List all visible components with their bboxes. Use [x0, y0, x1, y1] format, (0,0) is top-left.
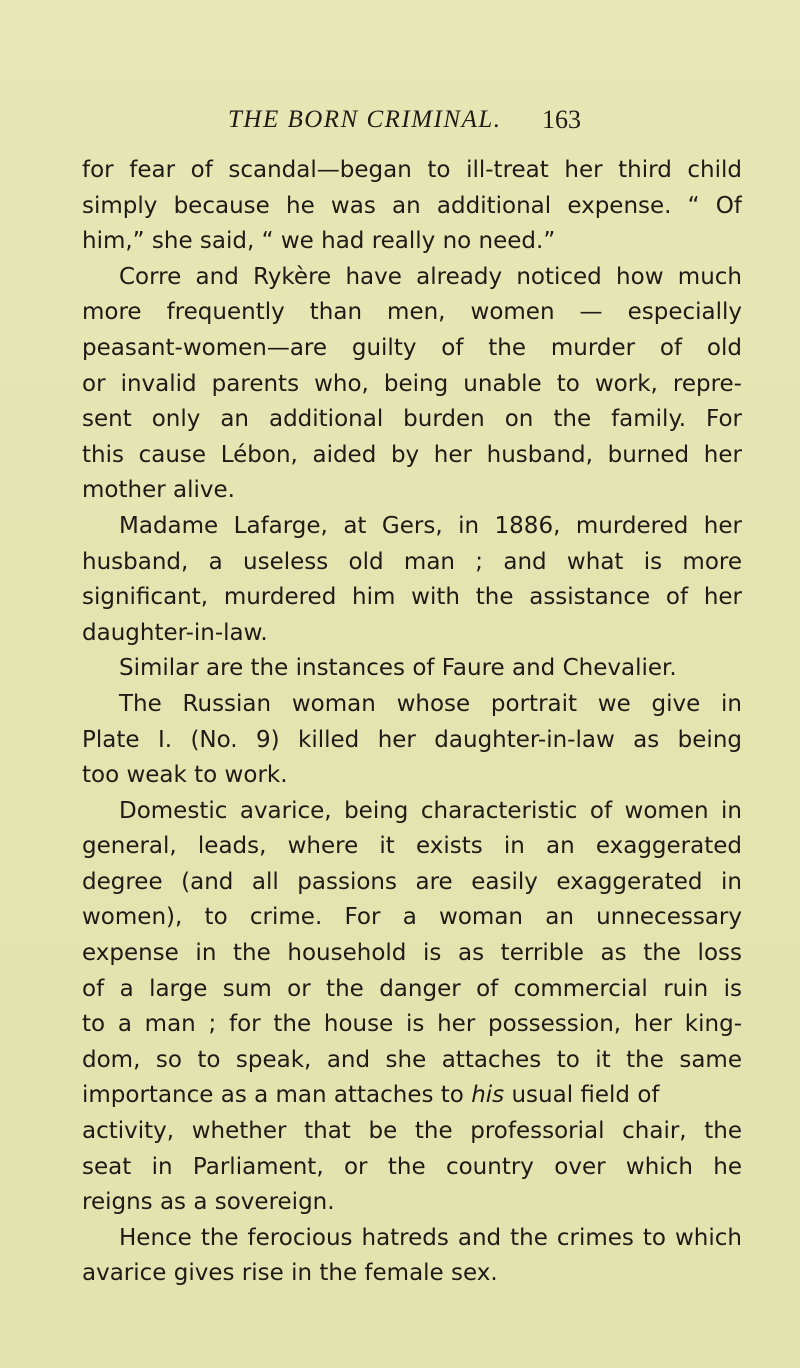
text-line: Corre and Rykère have already noticed how much: [119, 263, 742, 290]
text-line: this cause Lébon, aided by her husband, burned her: [82, 441, 742, 468]
text-line: [82, 1078, 742, 1114]
text-line: expense in the household is as terrible as the loss: [82, 940, 742, 967]
text-line: too weak to work.: [82, 762, 288, 789]
text-line: dom, so to speak, and she attaches to it the same: [82, 1046, 742, 1073]
text-line: peasant-women—are guilty of the murder of old: [82, 334, 742, 361]
text-line: husband, a useless old man ; and what is more: [82, 548, 742, 575]
text-line: Plate I. (No. 9) killed her daughter-in-law as being: [82, 726, 742, 753]
text-line: Hence the ferocious hatreds and the crimes to which: [119, 1224, 742, 1251]
text-line: The Russian woman whose portrait we give in: [119, 690, 742, 717]
text-line: him,” she said, “ we had really no need.”: [82, 228, 556, 255]
text-line: daughter-in-law.: [82, 619, 268, 646]
text-line: general, leads, where it exists in an exaggerated: [82, 833, 742, 860]
text-line: activity, whether that be the professorial chair, the: [82, 1118, 742, 1145]
text-line: seat in Parliament, or the country over which he: [82, 1153, 742, 1180]
text-line: Similar are the instances of Faure and Chevalier.: [119, 655, 677, 682]
text-line: mother alive.: [82, 477, 235, 504]
text-line: avarice gives rise in the female sex.: [82, 1260, 498, 1287]
text-line: to a man ; for the house is her possession, her king-: [82, 1011, 742, 1038]
page-number: 163: [542, 105, 581, 134]
text-segment: importance as a man attaches to: [82, 1082, 472, 1109]
text-line: simply because he was an additional expense. “ Of: [82, 192, 742, 219]
text-line: degree (and all passions are easily exaggerated in: [82, 868, 742, 895]
text-line: for fear of scandal—began to ill-treat her third child: [82, 157, 742, 183]
text-line: Madame Lafarge, at Gers, in 1886, murdered her: [119, 512, 742, 539]
text-line: or invalid parents who, being unable to work, repre-: [82, 370, 742, 397]
text-line: reigns as a sovereign.: [82, 1189, 335, 1216]
text-line: women), to crime. For a woman an unnecessary: [82, 904, 742, 931]
text-line: Domestic avarice, being characteristic of women in: [119, 797, 742, 824]
text-line: significant, murdered him with the assistance of her: [82, 584, 742, 611]
italic-emphasis: his: [471, 1082, 505, 1109]
body-text: [82, 153, 742, 1292]
running-title: THE BORN CRIMINAL.: [228, 106, 502, 133]
text-segment: usual field of: [504, 1082, 660, 1109]
text-line: more frequently than men, women — especially: [82, 299, 742, 326]
text-line: sent only an additional burden on the family. For: [82, 406, 742, 433]
page-header: [228, 100, 628, 140]
text-line: of a large sum or the danger of commercial ruin is: [82, 975, 742, 1002]
